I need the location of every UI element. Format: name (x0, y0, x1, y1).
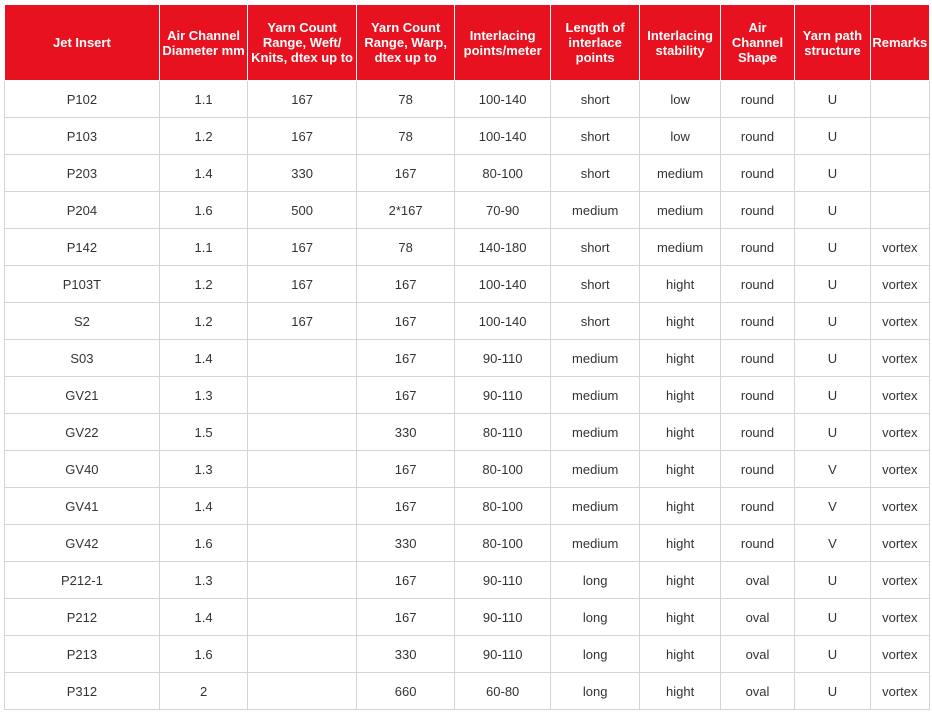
table-header-row (5, 5, 930, 81)
yarn-count-weft-cell (248, 525, 357, 562)
table-row (5, 192, 930, 229)
interlacing-points-cell: 90-110 (455, 636, 551, 673)
air-channel-diameter-cell: 1.4 (159, 155, 247, 192)
yarn-path-structure-cell: V (795, 451, 870, 488)
yarn-path-structure-cell: U (795, 636, 870, 673)
remarks-cell: vortex (870, 488, 929, 525)
remarks-cell: vortex (870, 673, 929, 710)
jet-insert-cell: P103T (5, 266, 160, 303)
interlacing-stability-cell: low (640, 118, 720, 155)
interlace-length-cell: short (550, 118, 639, 155)
interlacing-points-cell: 70-90 (455, 192, 551, 229)
column-header-air-channel-diameter: Air Channel Diameter mm (159, 5, 247, 81)
table-row (5, 229, 930, 266)
air-channel-diameter-cell: 2 (159, 673, 247, 710)
yarn-path-structure-cell: U (795, 266, 870, 303)
jet-insert-cell: GV41 (5, 488, 160, 525)
air-channel-diameter-cell: 1.4 (159, 340, 247, 377)
yarn-count-weft-cell: 167 (248, 118, 357, 155)
interlace-length-cell: short (550, 81, 639, 118)
air-channel-shape-cell: round (720, 192, 794, 229)
jet-insert-cell: GV40 (5, 451, 160, 488)
interlacing-points-cell: 90-110 (455, 562, 551, 599)
table-row (5, 303, 930, 340)
column-header-jet-insert: Jet Insert (5, 5, 160, 81)
table-row (5, 451, 930, 488)
table-row (5, 118, 930, 155)
air-channel-shape-cell: round (720, 340, 794, 377)
interlacing-stability-cell: hight (640, 488, 720, 525)
interlacing-stability-cell: hight (640, 636, 720, 673)
yarn-count-warp-cell: 330 (356, 636, 455, 673)
interlacing-points-cell: 140-180 (455, 229, 551, 266)
jet-insert-cell: P103 (5, 118, 160, 155)
yarn-count-warp-cell: 330 (356, 525, 455, 562)
remarks-cell (870, 155, 929, 192)
yarn-count-warp-cell: 660 (356, 673, 455, 710)
interlace-length-cell: medium (550, 414, 639, 451)
remarks-cell: vortex (870, 599, 929, 636)
interlacing-points-cell: 90-110 (455, 377, 551, 414)
remarks-cell: vortex (870, 562, 929, 599)
yarn-path-structure-cell: U (795, 303, 870, 340)
table-row (5, 81, 930, 118)
interlace-length-cell: medium (550, 525, 639, 562)
air-channel-shape-cell: oval (720, 636, 794, 673)
remarks-cell: vortex (870, 525, 929, 562)
air-channel-diameter-cell: 1.4 (159, 599, 247, 636)
interlacing-stability-cell: hight (640, 303, 720, 340)
air-channel-diameter-cell: 1.3 (159, 562, 247, 599)
air-channel-diameter-cell: 1.6 (159, 192, 247, 229)
air-channel-diameter-cell: 1.6 (159, 525, 247, 562)
interlacing-stability-cell: hight (640, 414, 720, 451)
air-channel-diameter-cell: 1.5 (159, 414, 247, 451)
interlacing-stability-cell: hight (640, 599, 720, 636)
remarks-cell: vortex (870, 451, 929, 488)
yarn-path-structure-cell: U (795, 229, 870, 266)
yarn-count-weft-cell (248, 562, 357, 599)
interlacing-points-cell: 60-80 (455, 673, 551, 710)
interlace-length-cell: short (550, 155, 639, 192)
yarn-path-structure-cell: U (795, 340, 870, 377)
table-row (5, 673, 930, 710)
yarn-count-weft-cell (248, 414, 357, 451)
air-channel-shape-cell: round (720, 229, 794, 266)
interlace-length-cell: medium (550, 488, 639, 525)
interlacing-stability-cell: hight (640, 377, 720, 414)
interlacing-points-cell: 80-110 (455, 414, 551, 451)
yarn-count-weft-cell (248, 377, 357, 414)
table-row (5, 636, 930, 673)
interlacing-points-cell: 90-110 (455, 599, 551, 636)
column-header-air-channel-shape: Air Channel Shape (720, 5, 794, 81)
jet-insert-spec-table (4, 4, 930, 710)
remarks-cell (870, 118, 929, 155)
interlacing-stability-cell: medium (640, 229, 720, 266)
yarn-path-structure-cell: U (795, 673, 870, 710)
yarn-count-warp-cell: 167 (356, 155, 455, 192)
yarn-count-weft-cell: 167 (248, 81, 357, 118)
yarn-count-weft-cell (248, 451, 357, 488)
interlace-length-cell: medium (550, 192, 639, 229)
yarn-path-structure-cell: U (795, 118, 870, 155)
air-channel-diameter-cell: 1.3 (159, 451, 247, 488)
remarks-cell: vortex (870, 340, 929, 377)
yarn-count-weft-cell (248, 488, 357, 525)
remarks-cell: vortex (870, 266, 929, 303)
interlacing-points-cell: 80-100 (455, 451, 551, 488)
yarn-count-weft-cell (248, 673, 357, 710)
yarn-path-structure-cell: U (795, 192, 870, 229)
table-row (5, 562, 930, 599)
air-channel-shape-cell: round (720, 525, 794, 562)
air-channel-shape-cell: round (720, 81, 794, 118)
yarn-path-structure-cell: V (795, 488, 870, 525)
air-channel-shape-cell: round (720, 414, 794, 451)
air-channel-shape-cell: round (720, 451, 794, 488)
interlace-length-cell: long (550, 562, 639, 599)
interlacing-stability-cell: low (640, 81, 720, 118)
air-channel-shape-cell: oval (720, 599, 794, 636)
yarn-count-weft-cell: 500 (248, 192, 357, 229)
yarn-count-weft-cell: 330 (248, 155, 357, 192)
air-channel-diameter-cell: 1.4 (159, 488, 247, 525)
air-channel-diameter-cell: 1.2 (159, 118, 247, 155)
column-header-interlacing-stability: Interlacing stability (640, 5, 720, 81)
table-row (5, 488, 930, 525)
interlacing-stability-cell: hight (640, 266, 720, 303)
yarn-count-weft-cell (248, 599, 357, 636)
interlacing-points-cell: 80-100 (455, 155, 551, 192)
column-header-yarn-count-weft: Yarn Count Range, Weft/ Knits, dtex up to (248, 5, 357, 81)
interlace-length-cell: long (550, 673, 639, 710)
column-header-yarn-path-structure: Yarn path structure (795, 5, 870, 81)
jet-insert-cell: P204 (5, 192, 160, 229)
jet-insert-cell: S03 (5, 340, 160, 377)
interlacing-stability-cell: hight (640, 562, 720, 599)
remarks-cell: vortex (870, 303, 929, 340)
yarn-path-structure-cell: U (795, 81, 870, 118)
remarks-cell: vortex (870, 636, 929, 673)
interlace-length-cell: medium (550, 377, 639, 414)
interlacing-points-cell: 100-140 (455, 303, 551, 340)
yarn-path-structure-cell: U (795, 414, 870, 451)
yarn-count-weft-cell (248, 340, 357, 377)
yarn-count-weft-cell: 167 (248, 266, 357, 303)
table-row (5, 266, 930, 303)
interlace-length-cell: short (550, 229, 639, 266)
jet-insert-cell: P212-1 (5, 562, 160, 599)
interlacing-stability-cell: hight (640, 340, 720, 377)
air-channel-shape-cell: round (720, 303, 794, 340)
jet-insert-cell: P102 (5, 81, 160, 118)
interlace-length-cell: medium (550, 451, 639, 488)
air-channel-shape-cell: oval (720, 562, 794, 599)
interlacing-stability-cell: hight (640, 451, 720, 488)
yarn-count-warp-cell: 167 (356, 340, 455, 377)
table-row (5, 414, 930, 451)
interlace-length-cell: short (550, 303, 639, 340)
yarn-path-structure-cell: V (795, 525, 870, 562)
air-channel-shape-cell: round (720, 377, 794, 414)
air-channel-diameter-cell: 1.1 (159, 229, 247, 266)
jet-insert-cell: P312 (5, 673, 160, 710)
interlace-length-cell: long (550, 599, 639, 636)
jet-insert-cell: P213 (5, 636, 160, 673)
air-channel-diameter-cell: 1.6 (159, 636, 247, 673)
yarn-count-weft-cell: 167 (248, 303, 357, 340)
table-body (5, 81, 930, 710)
interlacing-points-cell: 90-110 (455, 340, 551, 377)
yarn-count-warp-cell: 78 (356, 81, 455, 118)
yarn-count-weft-cell: 167 (248, 229, 357, 266)
yarn-path-structure-cell: U (795, 155, 870, 192)
air-channel-diameter-cell: 1.2 (159, 266, 247, 303)
jet-insert-cell: P212 (5, 599, 160, 636)
column-header-interlacing-points: Interlacing points/meter (455, 5, 551, 81)
yarn-path-structure-cell: U (795, 562, 870, 599)
yarn-count-warp-cell: 167 (356, 266, 455, 303)
yarn-count-warp-cell: 2*167 (356, 192, 455, 229)
remarks-cell: vortex (870, 414, 929, 451)
air-channel-shape-cell: round (720, 118, 794, 155)
air-channel-shape-cell: oval (720, 673, 794, 710)
yarn-count-warp-cell: 167 (356, 303, 455, 340)
yarn-count-warp-cell: 167 (356, 599, 455, 636)
interlace-length-cell: long (550, 636, 639, 673)
table-row (5, 599, 930, 636)
interlacing-points-cell: 100-140 (455, 81, 551, 118)
jet-insert-cell: S2 (5, 303, 160, 340)
air-channel-diameter-cell: 1.3 (159, 377, 247, 414)
remarks-cell: vortex (870, 229, 929, 266)
yarn-count-weft-cell (248, 636, 357, 673)
air-channel-shape-cell: round (720, 488, 794, 525)
table-row (5, 525, 930, 562)
interlace-length-cell: medium (550, 340, 639, 377)
yarn-count-warp-cell: 78 (356, 118, 455, 155)
yarn-path-structure-cell: U (795, 599, 870, 636)
yarn-count-warp-cell: 167 (356, 488, 455, 525)
yarn-count-warp-cell: 167 (356, 377, 455, 414)
interlacing-stability-cell: medium (640, 192, 720, 229)
interlacing-points-cell: 80-100 (455, 525, 551, 562)
remarks-cell (870, 81, 929, 118)
remarks-cell (870, 192, 929, 229)
jet-insert-cell: GV21 (5, 377, 160, 414)
interlacing-stability-cell: hight (640, 673, 720, 710)
air-channel-diameter-cell: 1.2 (159, 303, 247, 340)
jet-insert-cell: P203 (5, 155, 160, 192)
jet-insert-cell: GV42 (5, 525, 160, 562)
remarks-cell: vortex (870, 377, 929, 414)
column-header-yarn-count-warp: Yarn Count Range, Warp, dtex up to (356, 5, 455, 81)
jet-insert-cell: P142 (5, 229, 160, 266)
interlace-length-cell: short (550, 266, 639, 303)
air-channel-shape-cell: round (720, 266, 794, 303)
yarn-path-structure-cell: U (795, 377, 870, 414)
interlacing-points-cell: 100-140 (455, 266, 551, 303)
yarn-count-warp-cell: 167 (356, 562, 455, 599)
column-header-length-of-interlace-points: Length of interlace points (550, 5, 639, 81)
interlacing-points-cell: 80-100 (455, 488, 551, 525)
yarn-count-warp-cell: 167 (356, 451, 455, 488)
yarn-count-warp-cell: 78 (356, 229, 455, 266)
interlacing-stability-cell: medium (640, 155, 720, 192)
air-channel-diameter-cell: 1.1 (159, 81, 247, 118)
table-row (5, 340, 930, 377)
yarn-count-warp-cell: 330 (356, 414, 455, 451)
interlacing-stability-cell: hight (640, 525, 720, 562)
table-row (5, 377, 930, 414)
column-header-remarks: Remarks (870, 5, 929, 81)
interlacing-points-cell: 100-140 (455, 118, 551, 155)
air-channel-shape-cell: round (720, 155, 794, 192)
jet-insert-cell: GV22 (5, 414, 160, 451)
table-row (5, 155, 930, 192)
